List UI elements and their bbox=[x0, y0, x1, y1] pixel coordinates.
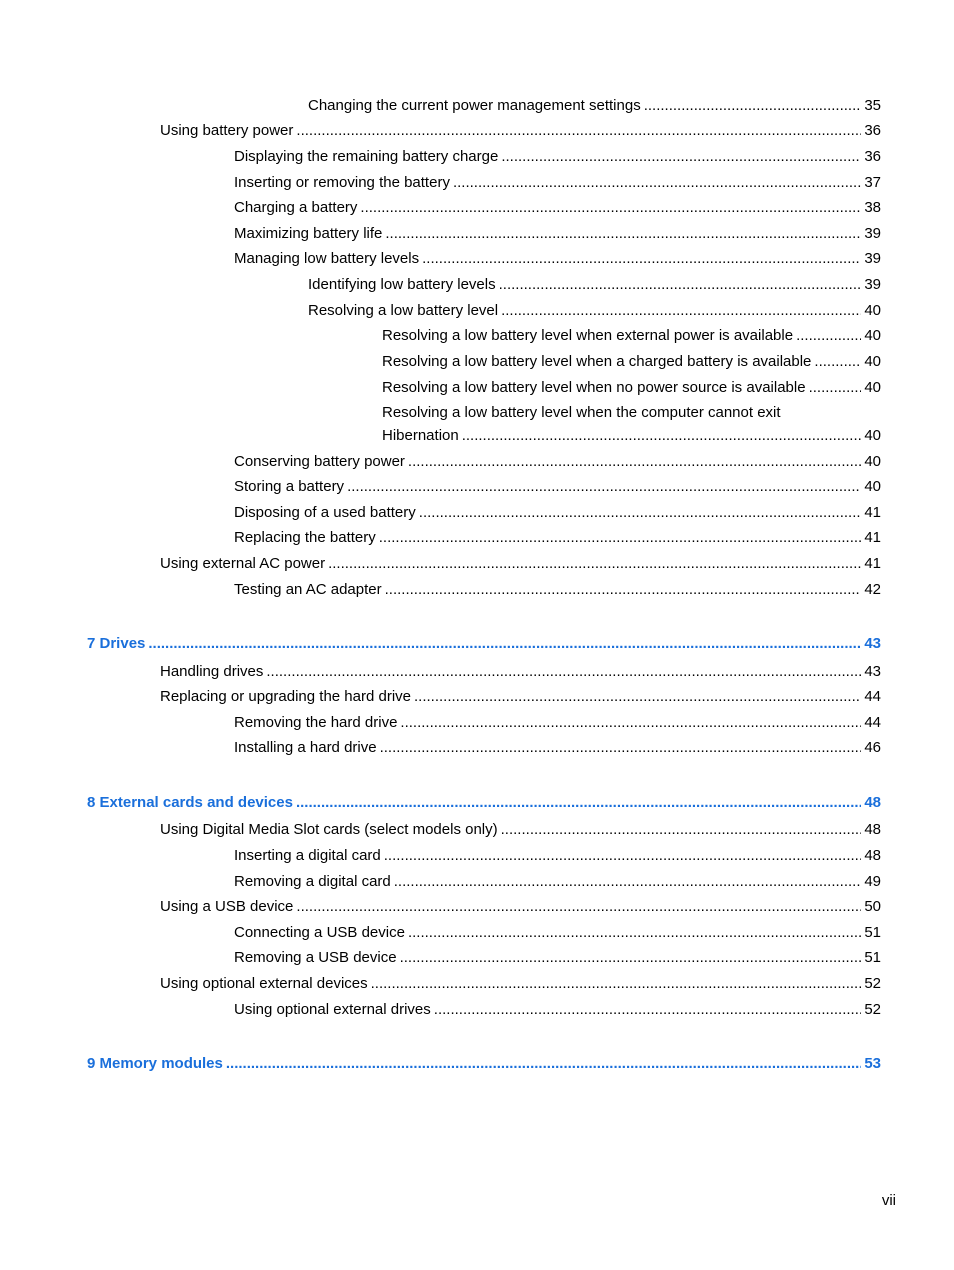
dot-leader bbox=[385, 581, 862, 599]
toc-entry-title: Using a USB device bbox=[160, 898, 294, 915]
dot-leader bbox=[408, 924, 861, 942]
toc-entry[interactable] bbox=[382, 327, 881, 345]
toc-entry-page: 39 bbox=[864, 225, 881, 242]
toc-entry-page: 39 bbox=[864, 250, 881, 267]
toc-entry-title: Using optional external devices bbox=[160, 975, 368, 992]
toc-entry-title: Inserting a digital card bbox=[234, 847, 381, 864]
toc-entry-title: Storing a battery bbox=[234, 478, 345, 495]
toc-entry[interactable] bbox=[382, 427, 881, 445]
toc-entry-page: 52 bbox=[864, 975, 881, 992]
dot-leader bbox=[296, 794, 861, 812]
toc-entry-page: 46 bbox=[864, 739, 881, 756]
toc-chapter-title: 8 External cards and devices bbox=[87, 794, 293, 811]
toc-entry[interactable] bbox=[308, 97, 881, 115]
toc-entry-title: Using optional external drives bbox=[234, 1001, 431, 1018]
toc-entry-title: Using external AC power bbox=[160, 555, 326, 572]
toc-entry-title: Conserving battery power bbox=[234, 453, 405, 470]
dot-leader bbox=[414, 688, 861, 706]
toc-entry-page: 44 bbox=[864, 688, 881, 705]
dot-leader bbox=[501, 148, 861, 166]
toc-entry[interactable] bbox=[308, 276, 881, 294]
toc-entry-title: Testing an AC adapter bbox=[234, 581, 382, 598]
toc-entry-page: 43 bbox=[864, 663, 881, 680]
dot-leader bbox=[501, 821, 862, 839]
toc-entry-page: 50 bbox=[864, 898, 881, 915]
dot-leader bbox=[462, 427, 862, 445]
dot-leader bbox=[400, 949, 862, 967]
dot-leader bbox=[148, 635, 861, 653]
toc-chapter-memory-modules[interactable] bbox=[87, 1055, 881, 1073]
dot-leader bbox=[360, 199, 861, 217]
toc-entry-title: Connecting a USB device bbox=[234, 924, 405, 941]
dot-leader bbox=[328, 555, 861, 573]
toc-entry[interactable] bbox=[234, 529, 881, 547]
dot-leader bbox=[379, 529, 862, 547]
dot-leader bbox=[394, 873, 862, 891]
toc-entry-title: Removing a digital card bbox=[234, 873, 391, 890]
toc-entry-page: 35 bbox=[864, 97, 881, 114]
toc-entry[interactable] bbox=[160, 975, 881, 993]
toc-entry[interactable] bbox=[160, 122, 881, 140]
toc-entry-title: Handling drives bbox=[160, 663, 264, 680]
toc-entry-page: 48 bbox=[864, 821, 881, 838]
toc-chapter-external-cards[interactable] bbox=[87, 794, 881, 812]
toc-entry-page: 51 bbox=[864, 924, 881, 941]
dot-leader bbox=[371, 975, 862, 993]
dot-leader bbox=[400, 714, 861, 732]
toc-entry[interactable] bbox=[234, 873, 881, 891]
dot-leader bbox=[434, 1001, 862, 1019]
page-number: vii bbox=[881, 1192, 896, 1209]
toc-entry-title: Resolving a low battery level when a charged battery is available bbox=[382, 353, 812, 370]
toc-entry-title: Resolving a low battery level bbox=[308, 302, 499, 319]
toc-entry-page: 40 bbox=[864, 353, 881, 370]
dot-leader bbox=[266, 663, 861, 681]
dot-leader bbox=[644, 97, 862, 115]
toc-entry[interactable] bbox=[160, 555, 881, 573]
toc-entry-page: 41 bbox=[864, 555, 881, 572]
toc-entry-page: 41 bbox=[864, 529, 881, 546]
toc-entry-title: Removing a USB device bbox=[234, 949, 397, 966]
toc-entry[interactable] bbox=[234, 949, 881, 967]
toc-entry-title: Charging a battery bbox=[234, 199, 358, 216]
toc-entry-page: 40 bbox=[864, 453, 881, 470]
dot-leader bbox=[453, 174, 861, 192]
toc-entry-page: 41 bbox=[864, 504, 881, 521]
dot-leader bbox=[408, 453, 861, 471]
toc-entry-title: Identifying low battery levels bbox=[308, 276, 496, 293]
dot-leader bbox=[809, 379, 862, 397]
toc-chapter-page: 43 bbox=[864, 635, 881, 652]
toc-entry[interactable] bbox=[382, 379, 881, 397]
dot-leader bbox=[814, 353, 861, 371]
toc-entry-page: 48 bbox=[864, 847, 881, 864]
toc-entry-title: Maximizing battery life bbox=[234, 225, 383, 242]
dot-leader bbox=[384, 847, 862, 865]
toc-entry-page: 40 bbox=[864, 427, 881, 444]
toc-entry-title: Managing low battery levels bbox=[234, 250, 420, 267]
toc-entry-page: 37 bbox=[864, 174, 881, 191]
toc-chapter-title: 7 Drives bbox=[87, 635, 146, 652]
toc-entry[interactable] bbox=[160, 688, 881, 706]
toc-entry[interactable] bbox=[234, 199, 881, 217]
toc-entry-page: 44 bbox=[864, 714, 881, 731]
toc-entry-title: Inserting or removing the battery bbox=[234, 174, 450, 191]
toc-entry[interactable] bbox=[382, 353, 881, 371]
dot-leader bbox=[296, 122, 861, 140]
toc-entry-page: 49 bbox=[864, 873, 881, 890]
toc-entry-page: 42 bbox=[864, 581, 881, 598]
toc-entry-page: 36 bbox=[864, 122, 881, 139]
toc-entry-page: 52 bbox=[864, 1001, 881, 1018]
toc-entry-title: Disposing of a used battery bbox=[234, 504, 416, 521]
toc-entry[interactable] bbox=[234, 504, 881, 522]
toc-entry[interactable] bbox=[234, 581, 881, 599]
toc-entry[interactable] bbox=[160, 898, 881, 916]
toc-entry-title: Replacing or upgrading the hard drive bbox=[160, 688, 411, 705]
toc-entry-page: 40 bbox=[864, 302, 881, 319]
dot-leader bbox=[380, 739, 862, 757]
toc-entry-page: 40 bbox=[864, 327, 881, 344]
toc-entry[interactable] bbox=[234, 453, 881, 471]
dot-leader bbox=[499, 276, 862, 294]
toc-entry[interactable] bbox=[234, 924, 881, 942]
dot-leader bbox=[501, 302, 861, 320]
toc-entry[interactable] bbox=[234, 478, 881, 496]
toc-chapter-page: 48 bbox=[864, 794, 881, 811]
toc-entry-title-line1[interactable]: Resolving a low battery level when the computer cannot exit bbox=[382, 404, 781, 421]
toc-entry[interactable] bbox=[308, 302, 881, 320]
toc-entry-title: Installing a hard drive bbox=[234, 739, 377, 756]
toc-entry[interactable] bbox=[234, 714, 881, 732]
toc-entry-title: Changing the current power management settings bbox=[308, 97, 641, 114]
toc-chapter-page: 53 bbox=[864, 1055, 881, 1072]
toc-chapter-drives[interactable] bbox=[87, 635, 881, 653]
toc-entry[interactable] bbox=[160, 821, 881, 839]
dot-leader bbox=[419, 504, 862, 522]
dot-leader bbox=[422, 250, 861, 268]
toc-entry[interactable] bbox=[160, 663, 881, 681]
toc-entry-title: Resolving a low battery level when no power source is available bbox=[382, 379, 806, 396]
toc-entry-page: 38 bbox=[864, 199, 881, 216]
dot-leader bbox=[296, 898, 861, 916]
toc-chapter-title: 9 Memory modules bbox=[87, 1055, 223, 1072]
toc-entry-title: Displaying the remaining battery charge bbox=[234, 148, 499, 165]
toc-entry[interactable] bbox=[234, 225, 881, 243]
toc-entry-page: 51 bbox=[864, 949, 881, 966]
toc-entry[interactable] bbox=[234, 1001, 881, 1019]
toc-entry-page: 36 bbox=[864, 148, 881, 165]
toc-entry-page: 39 bbox=[864, 276, 881, 293]
toc-entry[interactable] bbox=[234, 739, 881, 757]
dot-leader bbox=[796, 327, 861, 345]
toc-entry-title: Removing the hard drive bbox=[234, 714, 398, 731]
toc-entry[interactable] bbox=[234, 174, 881, 192]
toc-entry-title-line2: Hibernation bbox=[382, 427, 459, 444]
toc-entry[interactable] bbox=[234, 148, 881, 166]
toc-entry-page: 40 bbox=[864, 379, 881, 396]
toc-entry-page: 40 bbox=[864, 478, 881, 495]
dot-leader bbox=[385, 225, 861, 243]
toc-entry-title: Using Digital Media Slot cards (select models only) bbox=[160, 821, 498, 838]
toc-entry[interactable] bbox=[234, 250, 881, 268]
toc-entry-title: Replacing the battery bbox=[234, 529, 376, 546]
dot-leader bbox=[347, 478, 861, 496]
toc-entry-title: Using battery power bbox=[160, 122, 294, 139]
toc-entry-title: Resolving a low battery level when external power is available bbox=[382, 327, 794, 344]
dot-leader bbox=[226, 1055, 861, 1073]
toc-entry[interactable] bbox=[234, 847, 881, 865]
